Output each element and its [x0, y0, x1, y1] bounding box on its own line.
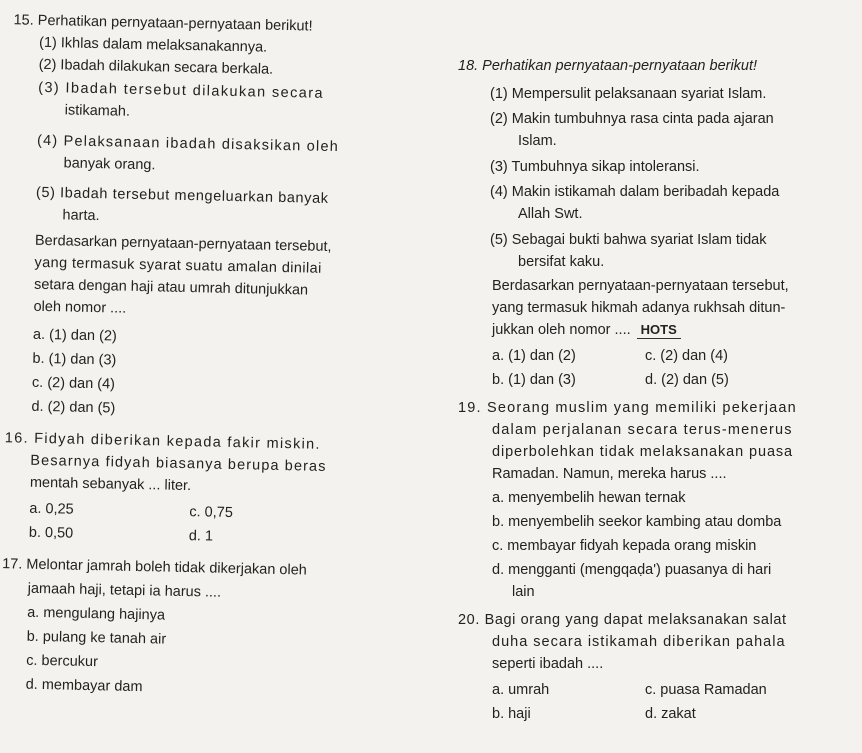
q17-stem-1: 17. Melontar jamrah boleh tidak dikerjakan oleh — [2, 556, 307, 579]
q16-stem-2: Besarnya fidyah biasanya berupa beras — [30, 452, 327, 475]
q17-option-b[interactable]: b. pulang ke tanah air — [26, 628, 167, 648]
q15-statement-3-cont: istikamah. — [64, 102, 131, 120]
q19-stem-3: diperbolehkan tidak melaksanakan puasa — [492, 444, 794, 460]
q15-question-line-2: yang termasuk syarat suatu amalan dinilai — [34, 254, 322, 277]
q18-statement-1: (1) Mempersulit pelaksanaan syariat Islam. — [490, 86, 767, 102]
q15-option-d[interactable]: d. (2) dan (5) — [31, 398, 116, 417]
q18-option-b[interactable]: b. (1) dan (3) — [492, 372, 576, 388]
q20-stem-2: duha secara istikamah diberikan pahala — [492, 634, 786, 650]
q15-stem: 15. Perhatikan pernyataan-pernyataan berikut! — [13, 12, 313, 35]
q20-option-a[interactable]: a. umrah — [492, 682, 550, 698]
q19-stem-1: 19. Seorang muslim yang memiliki pekerjaan — [458, 400, 797, 416]
q16-option-d[interactable]: d. 1 — [188, 528, 214, 545]
q16-stem-3: mentah sebanyak ... liter. — [29, 474, 192, 495]
q15-statement-5: (5) Ibadah tersebut mengeluarkan banyak — [35, 184, 329, 207]
q18-statement-5: (5) Sebagai bukti bahwa syariat Islam tidak — [490, 232, 767, 248]
q15-question-line-1: Berdasarkan pernyataan-pernyataan tersebut, — [34, 232, 332, 255]
q17-option-a[interactable]: a. mengulang hajinya — [27, 604, 166, 624]
q18-question-line-3 — [492, 322, 681, 339]
q18-question-line-1: Berdasarkan pernyataan-pernyataan tersebut, — [492, 278, 789, 294]
q16-stem-1: 16. Fidyah diberikan kepada fakir miskin. — [4, 430, 321, 453]
q17-stem-2: jamaah haji, tetapi ia harus .... — [27, 580, 222, 601]
q15-statement-1: (1) Ikhlas dalam melaksanakannya. — [38, 34, 268, 56]
q18-statement-5-cont: bersifat kaku. — [518, 254, 605, 270]
q18-question-text: jukkan oleh nomor .... — [492, 322, 631, 338]
q15-question-line-4: oleh nomor .... — [33, 298, 127, 317]
hots-badge: HOTS — [637, 322, 681, 339]
q16-option-a[interactable]: a. 0,25 — [29, 500, 74, 518]
q17-option-c[interactable]: c. bercukur — [26, 652, 99, 671]
q19-option-d-cont: lain — [512, 584, 535, 600]
q15-option-a[interactable]: a. (1) dan (2) — [32, 326, 117, 345]
q20-option-c[interactable]: c. puasa Ramadan — [645, 682, 767, 698]
q19-option-b[interactable]: b. menyembelih seekor kambing atau domba — [492, 514, 782, 530]
q20-option-b[interactable]: b. haji — [492, 706, 531, 722]
q19-option-d[interactable]: d. mengganti (mengqaḍa') puasanya di hari — [492, 562, 772, 578]
q18-option-a[interactable]: a. (1) dan (2) — [492, 348, 576, 364]
q15-statement-4-cont: banyak orang. — [63, 155, 156, 174]
q18-stem: 18. Perhatikan pernyataan-pernyataan berikut! — [458, 58, 758, 74]
q18-statement-2: (2) Makin tumbuhnya rasa cinta pada ajaran — [490, 111, 774, 127]
q15-question-line-3: setara dengan haji atau umrah ditunjukkan — [33, 276, 309, 299]
q16-option-b[interactable]: b. 0,50 — [28, 524, 74, 542]
q15-option-c[interactable]: c. (2) dan (4) — [31, 374, 116, 393]
q19-option-c[interactable]: c. membayar fidyah kepada orang miskin — [492, 538, 757, 554]
q19-stem-2: dalam perjalanan secara terus-menerus — [492, 422, 793, 438]
q19-option-a[interactable]: a. menyembelih hewan ternak — [492, 490, 686, 506]
q15-statement-2: (2) Ibadah dilakukan secara berkala. — [38, 56, 274, 78]
q18-statement-3: (3) Tumbuhnya sikap intoleransi. — [490, 159, 700, 175]
q18-statement-4-cont: Allah Swt. — [518, 206, 583, 222]
q20-stem-3: seperti ibadah .... — [492, 656, 604, 672]
q18-option-c[interactable]: c. (2) dan (4) — [645, 348, 728, 364]
q18-statement-2-cont: Islam. — [518, 133, 557, 149]
q17-option-d[interactable]: d. membayar dam — [25, 676, 143, 696]
q15-statement-5-cont: harta. — [62, 207, 100, 225]
q18-option-d[interactable]: d. (2) dan (5) — [645, 372, 729, 388]
q15-option-b[interactable]: b. (1) dan (3) — [32, 350, 117, 369]
q20-stem-1: 20. Bagi orang yang dapat melaksanakan salat — [458, 612, 787, 628]
question-15 — [0, 0, 450, 417]
q18-statement-4: (4) Makin istikamah dalam beribadah kepada — [490, 184, 780, 200]
q19-stem-4: Ramadan. Namun, mereka harus .... — [492, 466, 727, 482]
q15-statement-4: (4) Pelaksanaan ibadah disaksikan oleh — [36, 132, 340, 156]
q16-option-c[interactable]: c. 0,75 — [189, 504, 234, 521]
left-column — [0, 0, 450, 696]
q20-option-d[interactable]: d. zakat — [645, 706, 696, 722]
q15-statement-3: (3) Ibadah tersebut dilakukan secara — [38, 79, 325, 102]
q18-question-line-2: yang termasuk hikmah adanya rukhsah ditun- — [492, 300, 786, 316]
